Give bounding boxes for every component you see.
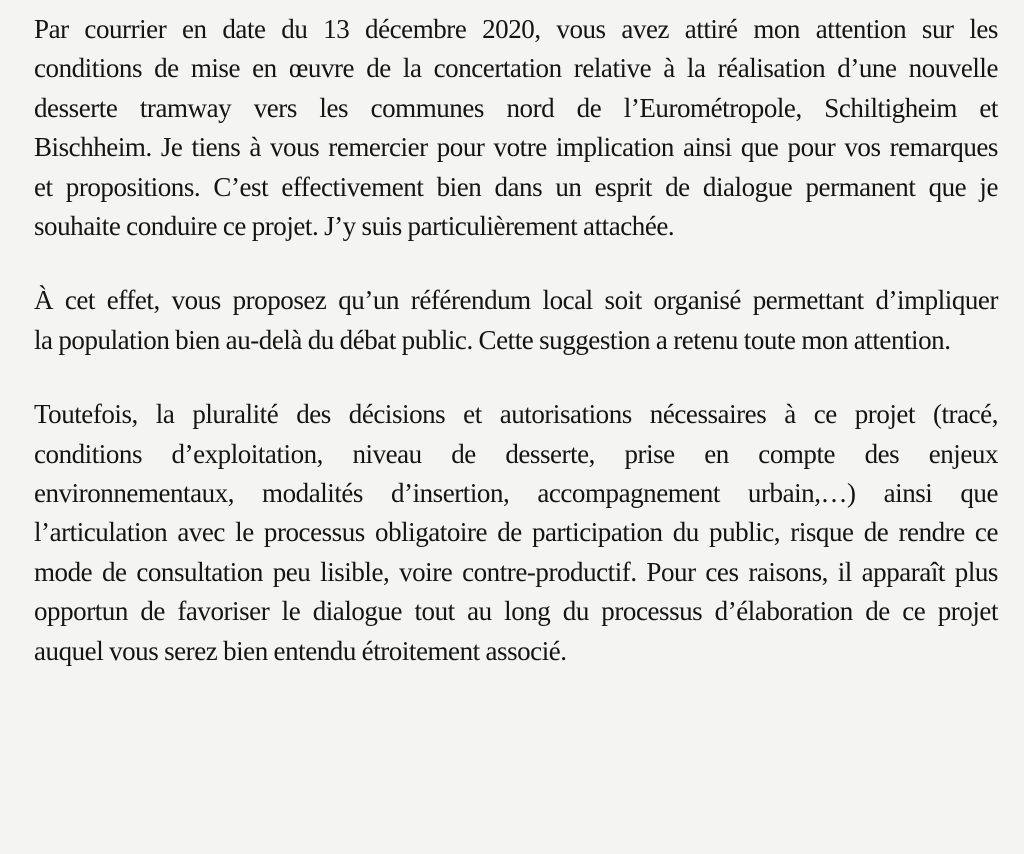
text-line: et propositions. C’est effectivement bien dans un esprit de dialogue permanent que je: [34, 171, 998, 202]
text-line: la population bien au-delà du débat public. Cette suggestion a retenu toute mon attention.: [34, 324, 951, 355]
text-line: À cet effet, vous proposez qu’un référendum local soit organisé permettant d’impliquer: [34, 285, 998, 316]
text-line: Bischheim. Je tiens à vous remercier pour votre implication ainsi que pour vos remarques: [34, 132, 998, 163]
text-line: l’articulation avec le processus obligatoire de participation du public, risque de rendre ce: [34, 517, 998, 548]
text-line: Par courrier en date du 13 décembre 2020, vous avez attiré mon attention sur les: [34, 14, 998, 44]
paragraph-3: [34, 395, 998, 671]
text-line: auquel vous serez bien entendu étroitement associé.: [34, 635, 567, 666]
text-line: desserte tramway vers les communes nord de l’Eurométropole, Schiltigheim et: [34, 92, 998, 123]
text-line: conditions de mise en œuvre de la concertation relative à la réalisation d’une nouvelle: [34, 53, 998, 84]
text-line: environnementaux, modalités d’insertion, accompagnement urbain,…) ainsi que: [34, 478, 998, 509]
paragraph-spacer: [34, 246, 998, 281]
paragraph-spacer: [34, 360, 998, 395]
text-line: Toutefois, la pluralité des décisions et autorisations nécessaires à ce projet (tracé,: [34, 399, 998, 430]
text-line: opportun de favoriser le dialogue tout au long du processus d’élaboration de ce projet: [34, 596, 998, 627]
text-line: conditions d’exploitation, niveau de desserte, prise en compte des enjeux: [34, 438, 998, 469]
paragraph-1: [34, 10, 998, 246]
text-line: souhaite conduire ce projet. J’y suis particulièrement attachée.: [34, 211, 675, 242]
paragraph-2: [34, 281, 998, 360]
text-line: mode de consultation peu lisible, voire contre-productif. Pour ces raisons, il apparaît plus: [34, 556, 998, 587]
